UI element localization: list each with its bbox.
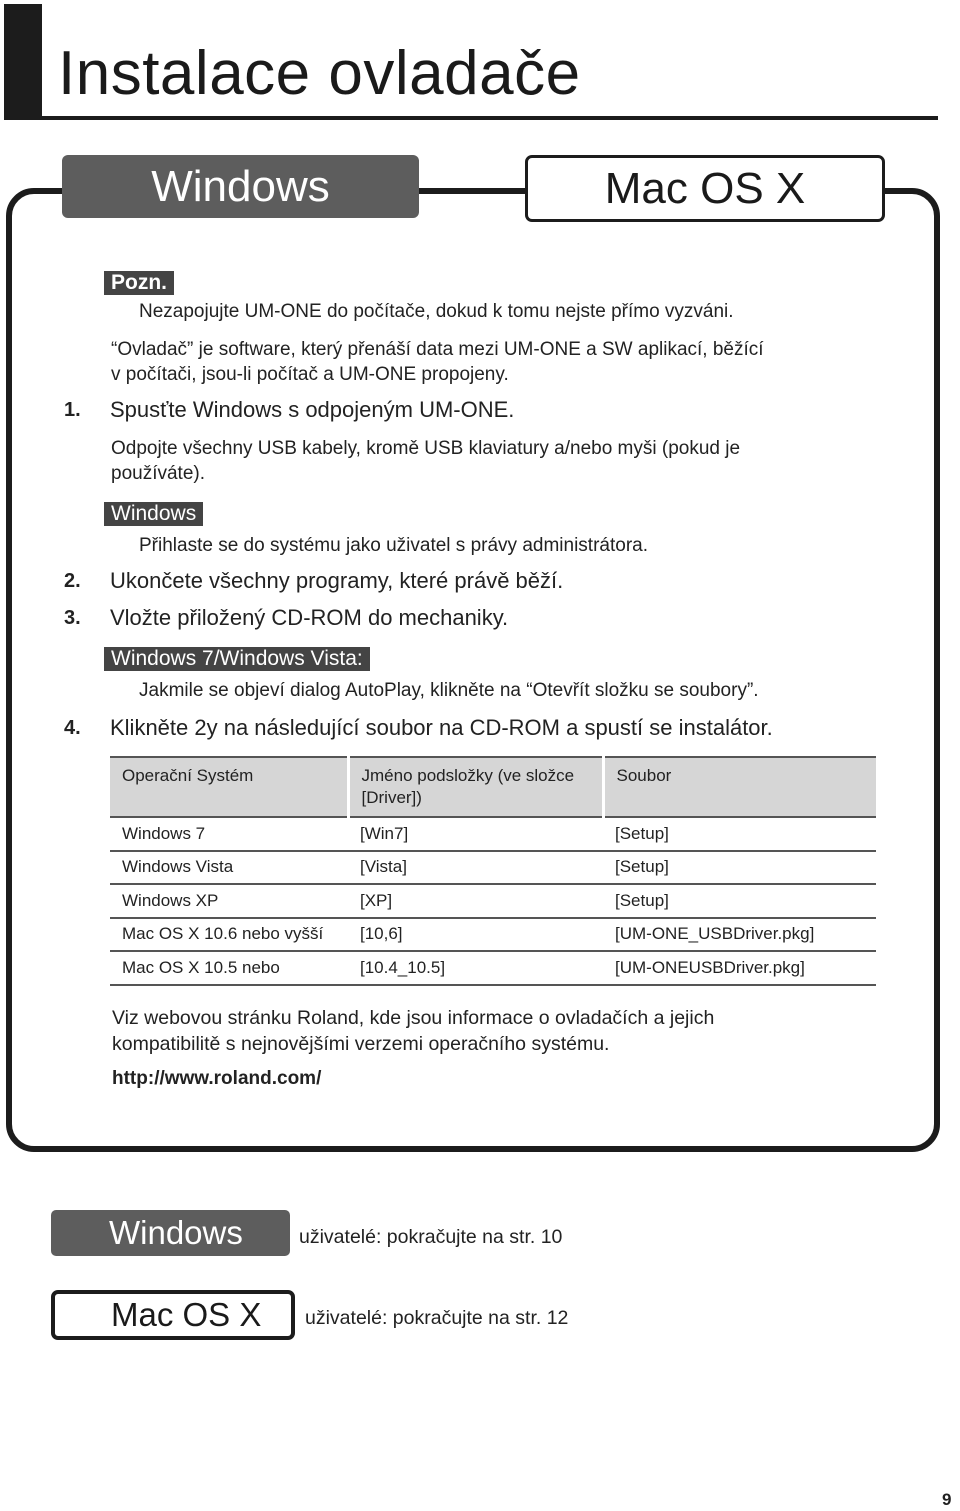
- step-1-number: 1.: [64, 399, 81, 421]
- windows-tag: Windows: [104, 502, 203, 526]
- cell-os: Mac OS X 10.6 nebo vyšší: [110, 918, 348, 952]
- header-os: Operační Systém: [110, 757, 348, 817]
- cell-file: [UM-ONE_USBDriver.pkg]: [603, 918, 876, 952]
- tab-mac-os-x[interactable]: Mac OS X: [525, 155, 885, 222]
- info-text-a: Viz webovou stránku Roland, kde jsou informace o ovladačích a jejich: [112, 1007, 715, 1029]
- step-3-tag-text: Jakmile se objeví dialog AutoPlay, klikněte na “Otevřít složku se soubory”.: [139, 680, 759, 701]
- step-1-tag-text: Přihlaste se do systému jako uživatel s právy administrátora.: [139, 535, 648, 556]
- table-row: [110, 817, 876, 851]
- windows-7-vista-tag: Windows 7/Windows Vista:: [104, 647, 370, 671]
- step-1-text: Spusťte Windows s odpojeným UM-ONE.: [110, 397, 515, 422]
- header-subfolder: Jméno podsložky (ve složce [Driver]): [348, 757, 603, 817]
- cell-file: [Setup]: [603, 851, 876, 885]
- cell-folder: [10.4_10.5]: [348, 951, 603, 985]
- tab-windows[interactable]: Windows: [62, 155, 419, 218]
- cell-folder: [XP]: [348, 884, 603, 918]
- cell-os: Windows 7: [110, 817, 348, 851]
- step-1-detail-b: používáte).: [111, 463, 205, 484]
- note-label: Pozn.: [104, 271, 174, 295]
- cell-file: [Setup]: [603, 884, 876, 918]
- cell-file: [UM-ONEUSBDriver.pkg]: [603, 951, 876, 985]
- step-2-number: 2.: [64, 570, 81, 592]
- title-accent-bar: [4, 4, 42, 120]
- table-row: [110, 918, 876, 952]
- step-3-text: Vložte přiložený CD-ROM do mechaniky.: [110, 605, 509, 630]
- note-line-2b: v počítači, jsou-li počítač a UM-ONE propojeny.: [111, 364, 509, 385]
- table-row: [110, 884, 876, 918]
- cell-file: [Setup]: [603, 817, 876, 851]
- step-4-number: 4.: [64, 717, 81, 739]
- step-2-text: Ukončete všechny programy, které právě běží.: [110, 568, 564, 593]
- note-line-1: Nezapojujte UM-ONE do počítače, dokud k tomu nejste přímo vyzváni.: [139, 301, 734, 322]
- roland-link[interactable]: http://www.roland.com/: [112, 1068, 322, 1089]
- table-row: [110, 851, 876, 885]
- cell-os: Mac OS X 10.5 nebo: [110, 951, 348, 985]
- page-number: 9: [942, 1490, 952, 1509]
- cell-os: Windows XP: [110, 884, 348, 918]
- cell-folder: [Win7]: [348, 817, 603, 851]
- cell-folder: [Vista]: [348, 851, 603, 885]
- cell-folder: [10,6]: [348, 918, 603, 952]
- mac-continue-text: uživatelé: pokračujte na str. 12: [305, 1307, 569, 1329]
- step-1-detail-a: Odpojte všechny USB kabely, kromě USB klaviatury a/nebo myši (pokud je: [111, 438, 741, 459]
- page-title: Instalace ovladače: [58, 39, 581, 108]
- header-file: Soubor: [603, 757, 876, 817]
- title-rule: [42, 116, 938, 120]
- windows-continue-text: uživatelé: pokračujte na str. 10: [299, 1226, 563, 1248]
- table-row: [110, 951, 876, 985]
- table-header-row: [110, 757, 876, 817]
- mac-users-button[interactable]: Mac OS X: [51, 1290, 295, 1340]
- cell-os: Windows Vista: [110, 851, 348, 885]
- step-3-number: 3.: [64, 607, 81, 629]
- windows-users-button[interactable]: Windows: [51, 1210, 290, 1256]
- note-line-2a: “Ovladač” je software, který přenáší data mezi UM-ONE a SW aplikací, běžící: [111, 339, 764, 360]
- driver-table: [110, 756, 876, 986]
- step-4-text: Klikněte 2y na následující soubor na CD-ROM a spustí se instalátor.: [110, 715, 773, 740]
- info-text-b: kompatibilitě s nejnovějšími verzemi operačního systému.: [112, 1033, 610, 1055]
